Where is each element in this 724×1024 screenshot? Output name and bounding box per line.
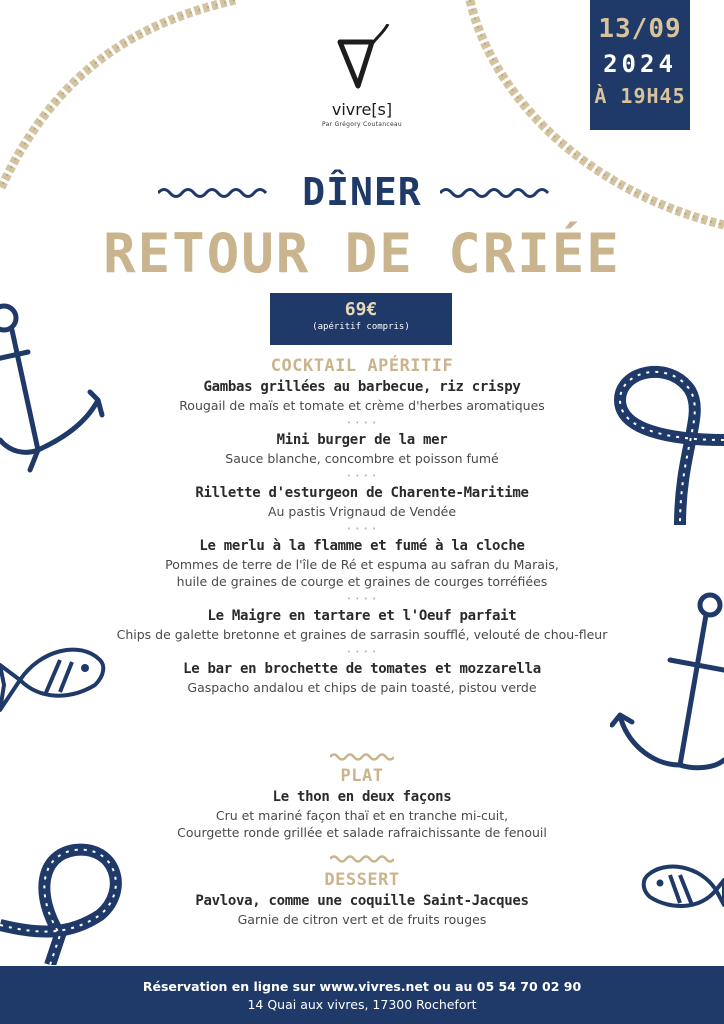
logo-v-icon [332,24,392,94]
title-diner: DÎNER [302,170,422,214]
dish-name: Le Maigre en tartare et l'Oeuf parfait [207,608,517,624]
dish-desc: Chips de galette bretonne et graines de sarrasin soufflé, velouté de chou-fleur [116,627,608,642]
menu-dessert [80,870,644,928]
dish-name: Rillette d'esturgeon de Charente-Maritime [195,485,529,501]
dish [80,538,644,590]
logo [312,24,412,128]
dish-desc: huile de graines de courge et graines de courges torréfiées [176,574,548,589]
date-box [590,0,690,130]
dish [80,789,644,841]
logo-tagline: Par Grégory Coutanceau [321,121,403,128]
dish [80,432,644,467]
separator: • • • • [346,648,378,656]
separator: • • • • [346,525,378,533]
date-year: 2024 [603,50,677,78]
dish [80,893,644,928]
price-amount: 69€ [344,299,378,320]
dish-name: Le thon en deux façons [272,789,452,805]
dish-desc: Pommes de terre de l'île de Ré et espuma au safran du Marais, [165,557,559,572]
dish-name: Gambas grillées au barbecue, riz crispy [203,379,521,395]
section-title-plat: PLAT [340,766,384,786]
logo-wordmark: vivre[s] [331,100,393,119]
wave-ornament-icon [330,752,394,762]
separator: • • • • [346,595,378,603]
price-box [270,293,452,345]
dish-desc: Garnie de citron vert et de fruits rouges [237,912,487,927]
date-day: 13/09 [598,14,682,44]
dish-desc: Au pastis Vrignaud de Vendée [267,504,457,519]
separator: • • • • [346,472,378,480]
title-retour-de-criee: RETOUR DE CRIÉE [103,222,621,285]
dish-name: Mini burger de la mer [276,432,448,448]
dish-desc: Sauce blanche, concombre et poisson fumé [225,451,499,466]
dish-name: Le merlu à la flamme et fumé à la cloche [199,538,525,554]
wave-ornament-icon [330,854,394,864]
footer [0,966,724,1024]
section-title-dessert: DESSERT [324,870,400,890]
dish-desc: Courgette ronde grillée et salade rafraichissante de fenouil [177,825,547,840]
date-time: À 19H45 [594,84,686,108]
fish-bottom-right-icon [640,855,724,925]
dish-desc: Cru et mariné façon thaï et en tranche mi-cuit, [215,808,509,823]
price-note: (apéritif compris) [312,322,410,332]
menu-cocktail [80,356,644,696]
footer-reservation: Réservation en ligne sur www.vivres.net ou au 05 54 70 02 90 [142,979,582,994]
dish [80,661,644,696]
dish [80,379,644,414]
dish-name: Pavlova, comme une coquille Saint-Jacques [195,893,529,909]
dish-desc: Rougail de maïs et tomate et crème d'herbes aromatiques [179,398,545,413]
dish-desc: Gaspacho andalou et chips de pain toasté, pistou verde [187,680,537,695]
dish [80,608,644,643]
separator: • • • • [346,419,378,427]
footer-address: 14 Quai aux vivres, 17300 Rochefort [247,997,477,1012]
dish-name: Le bar en brochette de tomates et mozzarella [183,661,541,677]
dish [80,485,644,520]
menu-plat [80,766,644,841]
section-title-cocktail: COCKTAIL APÉRITIF [270,356,454,376]
